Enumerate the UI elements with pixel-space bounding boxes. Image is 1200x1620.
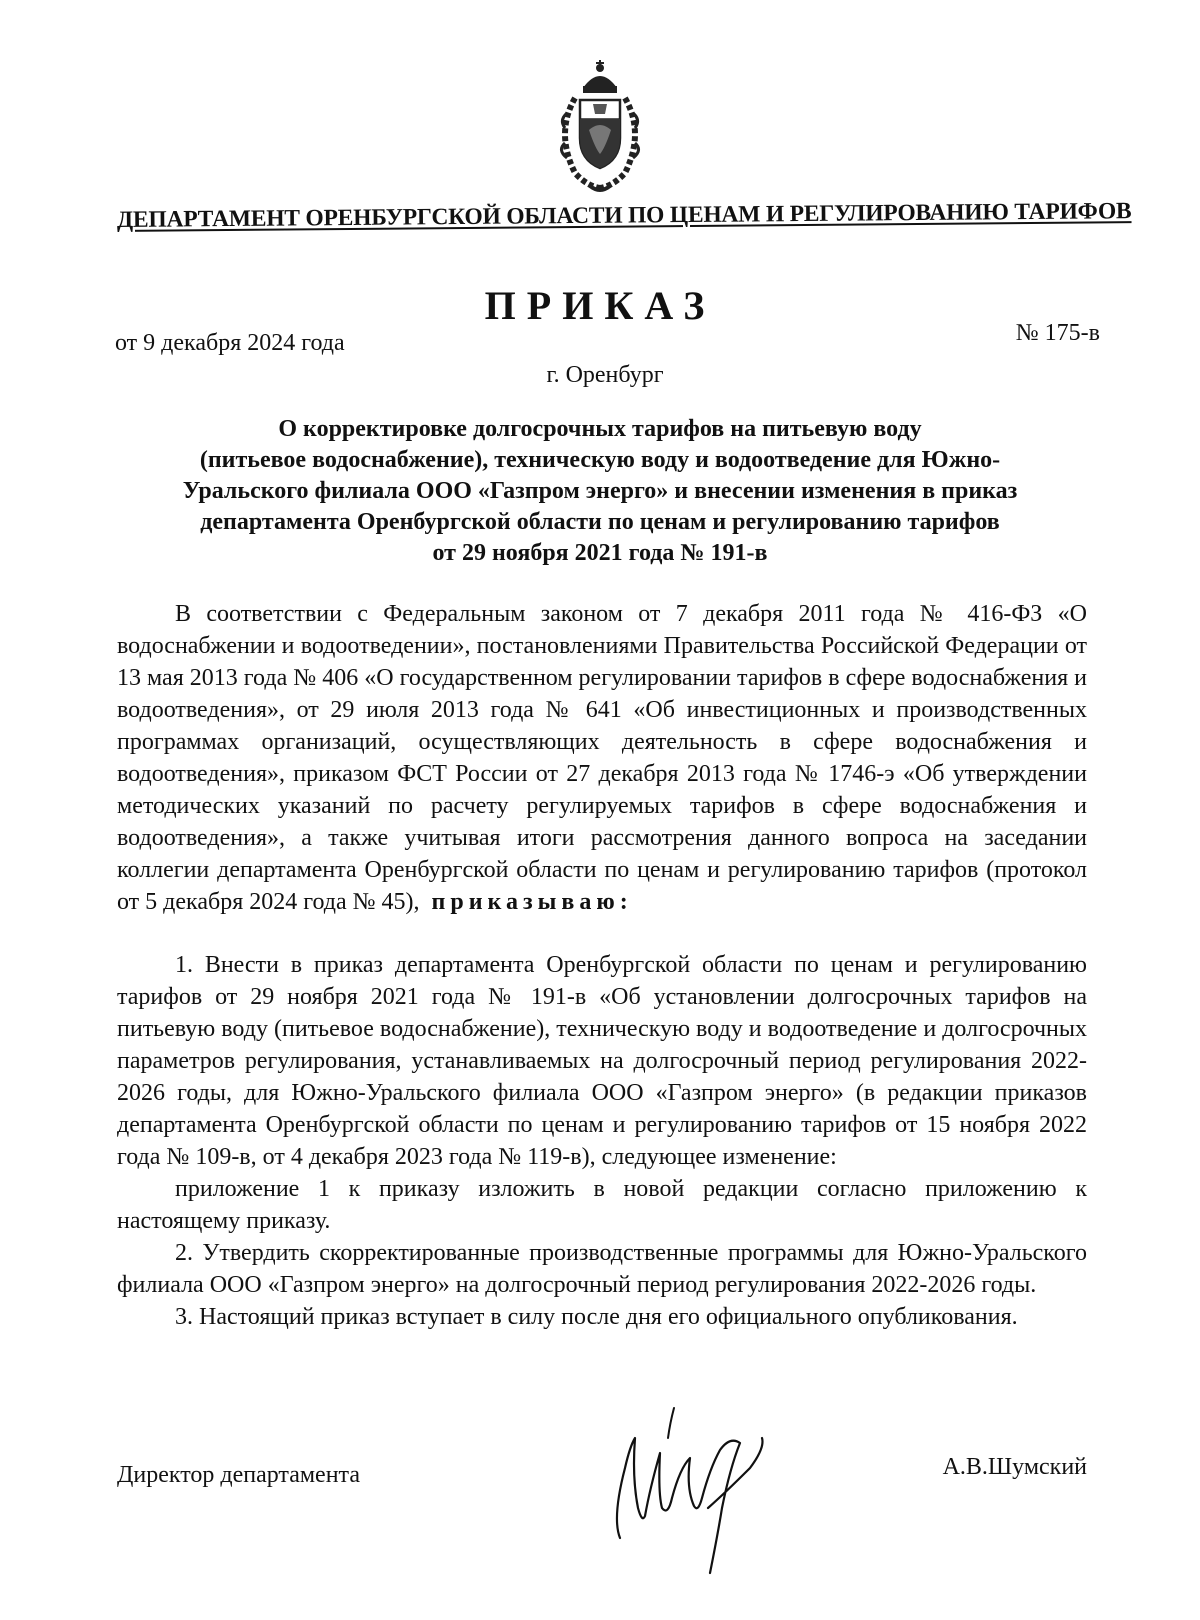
department-name: ДЕПАРТАМЕНТ ОРЕНБУРГСКОЙ ОБЛАСТИ ПО ЦЕНАМ И РЕГУЛИРОВАНИЮ ТАРИФОВ	[116, 198, 1132, 233]
signatory-name: А.В.Шумский	[942, 1454, 1087, 1480]
subject-line: (питьевое водоснабжение), техническую воду и водоотведение для Южно-	[199, 447, 1001, 473]
subject-line: от 29 ноября 2021 года № 191-в	[432, 540, 768, 566]
preamble-paragraph	[117, 598, 1087, 918]
document-title: ПРИКАЗ	[484, 283, 716, 328]
order-item-3: 3. Настоящий приказ вступает в силу после дня его официального опубликования.	[175, 1304, 1018, 1330]
subject-line: О корректировке долгосрочных тарифов на питьевую воду	[278, 416, 922, 442]
order-subject	[120, 414, 1080, 569]
order-city: г. Оренбург	[546, 362, 664, 388]
order-item-1-change: приложение 1 к приказу изложить в новой редакции согласно приложению к настоящему приказу.	[117, 1176, 1087, 1234]
signatory-position: Директор департамента	[117, 1462, 360, 1488]
command-word: приказываю:	[431, 889, 633, 915]
subject-line: департамента Оренбургской области по ценам и регулированию тарифов	[200, 509, 1000, 535]
order-number: № 175-в	[1015, 320, 1100, 346]
order-body	[117, 598, 1087, 1333]
preamble-text: В соответствии с Федеральным законом от 7 декабря 2011 года № 416-ФЗ «О водоснабжении и водоотведении», постановлениями Правительства Российской Федерации от 13 мая 2013 года № 406 «О государственном регулировании тарифов в сфере водоснабжения и водоотведения», от 29 июля 2013 года № 641 «Об инвестиционных и производственных программах организаций, осуществляющих деятельность в сфере водоснабжения и водоотведения», приказом ФСТ России от 27 декабря 2013 года № 1746-э «Об утверждении методических указаний по расчету регулируемых тарифов в сфере водоснабжения и водоотведения», а также учитывая итоги рассмотрения данного вопроса на заседании коллегии департамента Оренбургской области по ценам и регулированию тарифов (протокол от 5 декабря 2024 года № 45),	[117, 601, 1087, 915]
signature-block	[117, 1454, 1087, 1522]
order-date: от 9 декабря 2024 года	[115, 330, 345, 356]
coat-of-arms-icon	[545, 58, 655, 198]
order-item-1: 1. Внести в приказ департамента Оренбургской области по ценам и регулированию тарифов от 29 ноября 2021 года № 191-в «Об установлении долгосрочных тарифов на питьевую воду (питьевое водоснабжение), техническую воду и водоотведение и долгосрочных параметров регулирования, устанавливаемых на долгосрочный период регулирования 2022-2026 годы, для Южно-Уральского филиала ООО «Газпром энерго» (в редакции приказов департамента Оренбургской области по ценам и регулированию тарифов от 15 ноября 2022 года № 109-в, от 4 декабря 2023 года № 119-в), следующее изменение:	[117, 952, 1087, 1170]
subject-line: Уральского филиала ООО «Газпром энерго» и внесении изменения в приказ	[182, 478, 1018, 504]
order-item-2: 2. Утвердить скорректированные производственные программы для Южно-Уральского филиала ООО «Газпром энерго» на долгосрочный период регулирования 2022-2026 годы.	[117, 1240, 1087, 1298]
